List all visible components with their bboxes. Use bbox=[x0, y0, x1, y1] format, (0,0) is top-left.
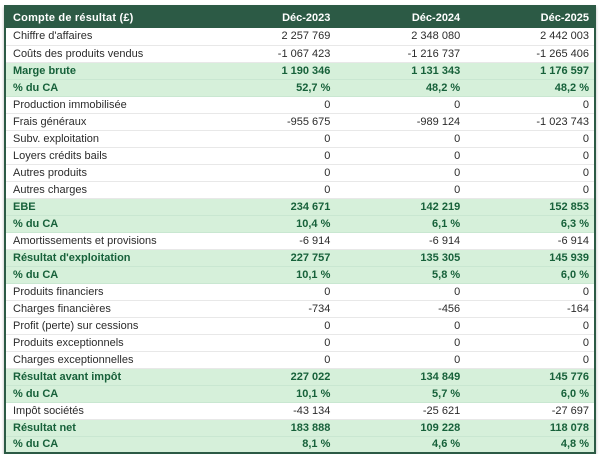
row-value: 6,1 % bbox=[432, 217, 461, 230]
row-label: Profit (perte) sur cessions bbox=[13, 319, 139, 332]
table-body bbox=[5, 28, 595, 453]
row-label: Charges exceptionnelles bbox=[13, 353, 134, 366]
row-value: -6 914 bbox=[557, 234, 589, 247]
table-row bbox=[5, 130, 595, 147]
row-value: 10,1 % bbox=[296, 387, 331, 400]
table-row bbox=[5, 317, 595, 334]
row-value: 0 bbox=[454, 132, 461, 145]
column-header-dec-2023: Déc-2023 bbox=[206, 6, 336, 28]
row-label: Autres charges bbox=[13, 183, 87, 196]
row-value: 183 888 bbox=[290, 421, 331, 434]
row-value: 145 776 bbox=[549, 370, 589, 383]
row-label: Coûts des produits vendus bbox=[13, 47, 144, 60]
row-label: Produits exceptionnels bbox=[13, 336, 124, 349]
row-value: -456 bbox=[438, 302, 461, 315]
row-label: EBE bbox=[13, 200, 36, 213]
row-value: 6,3 % bbox=[560, 217, 589, 230]
row-value: 134 849 bbox=[420, 370, 461, 383]
row-value: 0 bbox=[582, 285, 589, 298]
row-label: Production immobilisée bbox=[13, 98, 127, 111]
row-label: Produits financiers bbox=[13, 285, 104, 298]
row-value: 6,0 % bbox=[560, 387, 589, 400]
table-row bbox=[5, 232, 595, 249]
table-row bbox=[5, 266, 595, 283]
row-value: 0 bbox=[454, 336, 461, 349]
row-label: Autres produits bbox=[13, 166, 87, 179]
row-value: 0 bbox=[582, 98, 589, 111]
table-header-row bbox=[5, 6, 595, 28]
row-value: -989 124 bbox=[416, 115, 461, 128]
row-value: 4,8 % bbox=[560, 438, 589, 451]
row-value: -6 914 bbox=[299, 234, 331, 247]
row-value: 118 078 bbox=[549, 421, 589, 434]
row-value: 0 bbox=[454, 183, 461, 196]
row-value: 52,7 % bbox=[296, 81, 331, 94]
table-row bbox=[5, 402, 595, 419]
column-header-dec-2024: Déc-2024 bbox=[335, 6, 465, 28]
column-header-dec-2025: Déc-2025 bbox=[465, 6, 595, 28]
row-label: Impôt sociétés bbox=[13, 404, 84, 417]
row-value: 0 bbox=[324, 166, 331, 179]
table-row bbox=[5, 164, 595, 181]
table-row bbox=[5, 436, 595, 453]
table-row bbox=[5, 181, 595, 198]
row-value: 0 bbox=[324, 285, 331, 298]
row-value: 4,6 % bbox=[432, 438, 461, 451]
row-value: 1 131 343 bbox=[411, 64, 461, 77]
row-value: 8,1 % bbox=[302, 438, 331, 451]
row-value: 0 bbox=[324, 98, 331, 111]
row-value: 0 bbox=[582, 149, 589, 162]
row-label: Frais généraux bbox=[13, 115, 87, 128]
row-value: 227 022 bbox=[290, 370, 331, 383]
row-value: 6,0 % bbox=[560, 268, 589, 281]
table-row bbox=[5, 45, 595, 62]
row-value: 135 305 bbox=[420, 251, 461, 264]
row-value: -27 697 bbox=[551, 404, 589, 417]
row-value: 0 bbox=[582, 353, 589, 366]
row-value: 0 bbox=[324, 183, 331, 196]
row-value: 0 bbox=[582, 319, 589, 332]
row-value: 48,2 % bbox=[425, 81, 461, 94]
table-row bbox=[5, 351, 595, 368]
table-row bbox=[5, 215, 595, 232]
row-value: 0 bbox=[324, 319, 331, 332]
row-value: 0 bbox=[324, 132, 331, 145]
row-label: % du CA bbox=[13, 268, 59, 281]
row-value: 0 bbox=[324, 149, 331, 162]
row-value: 145 939 bbox=[549, 251, 589, 264]
row-value: 0 bbox=[454, 353, 461, 366]
table-title: Compte de résultat (£) bbox=[5, 6, 206, 28]
table-row bbox=[5, 96, 595, 113]
row-value: 2 442 003 bbox=[540, 30, 589, 43]
row-value: 109 228 bbox=[420, 421, 461, 434]
row-value: -1 023 743 bbox=[536, 115, 589, 128]
row-value: 2 348 080 bbox=[411, 30, 461, 43]
row-label: Résultat d'exploitation bbox=[13, 251, 131, 264]
row-value: -734 bbox=[308, 302, 331, 315]
row-value: 1 190 346 bbox=[281, 64, 331, 77]
table-row bbox=[5, 113, 595, 130]
row-value: 5,7 % bbox=[432, 387, 461, 400]
table-row bbox=[5, 147, 595, 164]
row-value: 0 bbox=[582, 132, 589, 145]
table-row bbox=[5, 368, 595, 385]
table-row bbox=[5, 198, 595, 215]
row-value: 5,8 % bbox=[432, 268, 461, 281]
row-value: 1 176 597 bbox=[540, 64, 589, 77]
row-label: Chiffre d'affaires bbox=[13, 30, 93, 43]
table-row bbox=[5, 385, 595, 402]
table-row bbox=[5, 419, 595, 436]
row-value: 152 853 bbox=[549, 200, 589, 213]
row-label: Amortissements et provisions bbox=[13, 234, 157, 247]
row-label: Résultat net bbox=[13, 421, 76, 434]
row-label: % du CA bbox=[13, 387, 59, 400]
row-value: 2 257 769 bbox=[281, 30, 331, 43]
row-label: Loyers crédits bails bbox=[13, 149, 108, 162]
row-label: Charges financières bbox=[13, 302, 111, 315]
row-value: 227 757 bbox=[290, 251, 331, 264]
row-value: 0 bbox=[454, 166, 461, 179]
row-value: -6 914 bbox=[428, 234, 461, 247]
row-value: 10,1 % bbox=[296, 268, 331, 281]
row-label: Marge brute bbox=[13, 64, 76, 77]
table-row bbox=[5, 300, 595, 317]
row-value: 48,2 % bbox=[554, 81, 589, 94]
row-value: 142 219 bbox=[420, 200, 461, 213]
table-row bbox=[5, 28, 595, 45]
row-value: -1 265 406 bbox=[536, 47, 589, 60]
row-value: -164 bbox=[566, 302, 589, 315]
row-value: 0 bbox=[582, 183, 589, 196]
row-label: Subv. exploitation bbox=[13, 132, 100, 145]
row-value: -25 621 bbox=[422, 404, 461, 417]
row-value: -1 067 423 bbox=[277, 47, 331, 60]
row-value: 0 bbox=[454, 98, 461, 111]
row-value: 0 bbox=[582, 336, 589, 349]
row-value: 0 bbox=[454, 149, 461, 162]
row-value: 0 bbox=[324, 353, 331, 366]
row-label: % du CA bbox=[13, 217, 59, 230]
row-value: 0 bbox=[454, 285, 461, 298]
row-value: 234 671 bbox=[290, 200, 331, 213]
row-value: 0 bbox=[582, 166, 589, 179]
row-value: -43 134 bbox=[293, 404, 331, 417]
row-value: -955 675 bbox=[286, 115, 331, 128]
table-row bbox=[5, 79, 595, 96]
row-value: 10,4 % bbox=[296, 217, 331, 230]
row-value: 0 bbox=[454, 319, 461, 332]
table-row bbox=[5, 283, 595, 300]
table-row bbox=[5, 334, 595, 351]
row-label: Résultat avant impôt bbox=[13, 370, 122, 383]
table-row bbox=[5, 62, 595, 79]
income-statement-table bbox=[4, 5, 596, 454]
row-label: % du CA bbox=[13, 81, 59, 94]
row-value: -1 216 737 bbox=[407, 47, 461, 60]
table-row bbox=[5, 249, 595, 266]
row-value: 0 bbox=[324, 336, 331, 349]
row-label: % du CA bbox=[13, 438, 59, 451]
